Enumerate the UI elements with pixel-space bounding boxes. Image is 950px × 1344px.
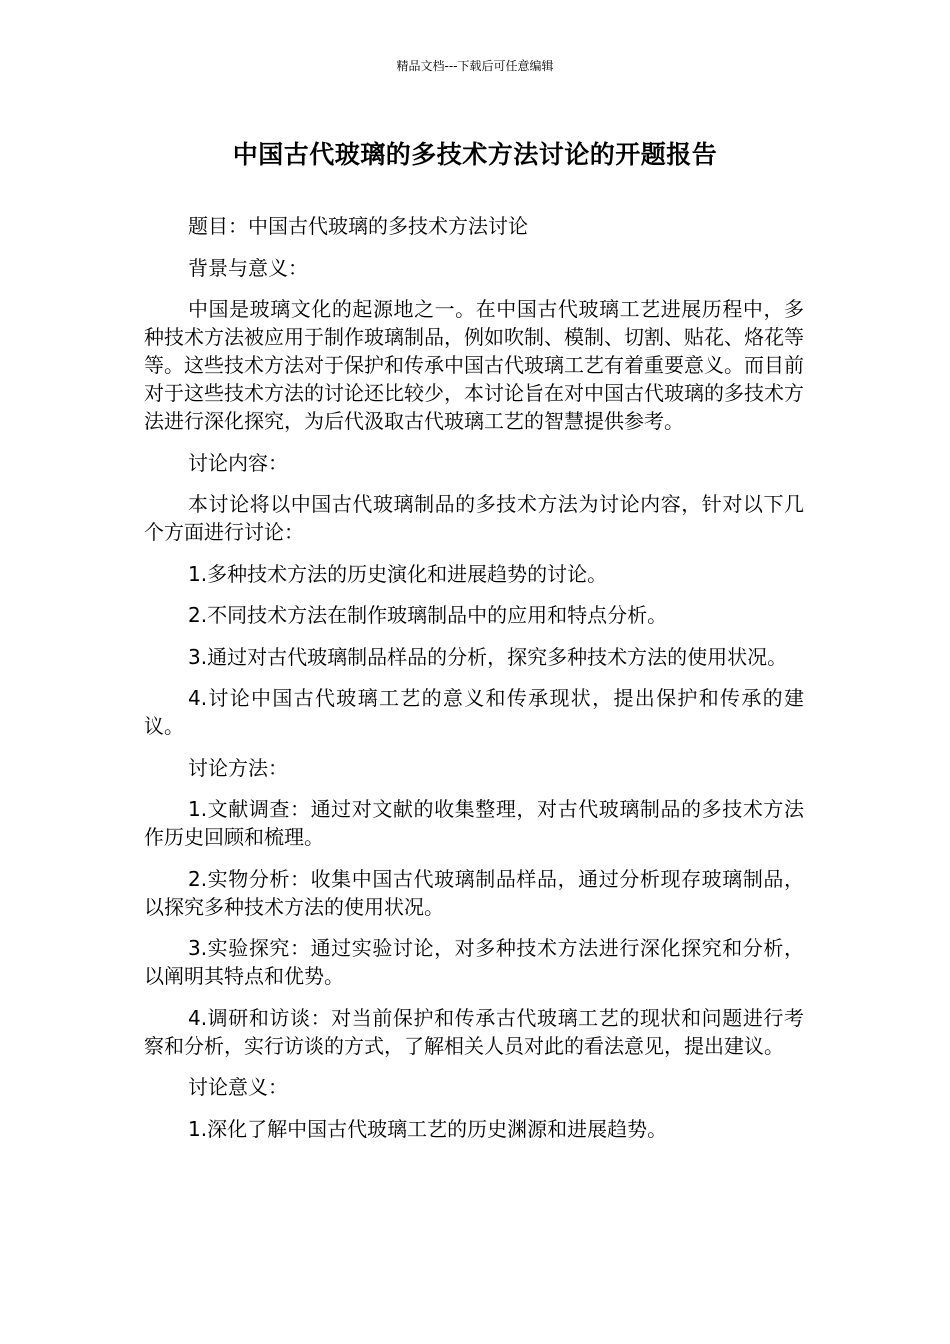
list-item-method-1: 1.文献调查：通过对文献的收集整理，对古代玻璃制品的多技术方法作历史回顾和梳理。 bbox=[144, 797, 804, 849]
section-heading-content: 讨论内容： bbox=[188, 450, 288, 475]
list-item-method-2: 2.实物分析：收集中国古代玻璃制品样品，通过分析现存玻璃制品，以探究多种技术方法的使用状况。 bbox=[144, 866, 804, 919]
list-item-content-2: 2.不同技术方法在制作玻璃制品中的应用和特点分析。 bbox=[188, 603, 668, 627]
document-title: 中国古代玻璃的多技术方法讨论的开题报告 bbox=[232, 140, 718, 169]
list-item-content-3: 3.通过对古代玻璃制品样品的分析，探究多种技术方法的使用状况。 bbox=[188, 644, 788, 669]
list-item-method-4: 4.调研和访谈：对当前保护和传承古代玻璃工艺的现状和问题进行考察和分析，实行访谈的方式，了解相关人员对此的看法意见，提出建议。 bbox=[144, 1005, 804, 1058]
list-item-significance-1: 1.深化了解中国古代玻璃工艺的历史渊源和进展趋势。 bbox=[188, 1116, 668, 1141]
list-item-method-3: 3.实验探究：通过实验讨论，对多种技术方法进行深化探究和分析，以阐明其特点和优势。 bbox=[144, 936, 804, 988]
paragraph-topic: 题目：中国古代玻璃的多技术方法讨论 bbox=[188, 214, 528, 238]
header-note: 精品文档---下载后可任意编辑 bbox=[396, 59, 554, 73]
document-body bbox=[144, 212, 804, 1156]
section-heading-significance: 讨论意义： bbox=[188, 1075, 288, 1099]
paragraph-content-intro: 本讨论将以中国古代玻璃制品的多技术方法为讨论内容，针对以下几个方面进行讨论： bbox=[144, 492, 804, 544]
list-item-content-4: 4.讨论中国古代玻璃工艺的意义和传承现状，提出保护和传承的建议。 bbox=[144, 686, 804, 738]
section-heading-background: 背景与意义： bbox=[188, 255, 308, 280]
section-heading-methods: 讨论方法： bbox=[188, 755, 288, 780]
paragraph-background: 中国是玻璃文化的起源地之一。在中国古代玻璃工艺进展历程中，多种技术方法被应用于制作玻璃制品，例如吹制、模制、切割、贴花、烙花等等。这些技术方法对于保护和传承中国古代玻璃工艺有着重要意义。而目前对于这些技术方法的讨论还比较少，本讨论旨在对中国古代玻璃的多技术方法进行深化探究，为后代汲取古代玻璃工艺的智慧提供参考。 bbox=[144, 297, 804, 433]
list-item-content-1: 1.多种技术方法的历史演化和进展趋势的讨论。 bbox=[188, 561, 608, 586]
